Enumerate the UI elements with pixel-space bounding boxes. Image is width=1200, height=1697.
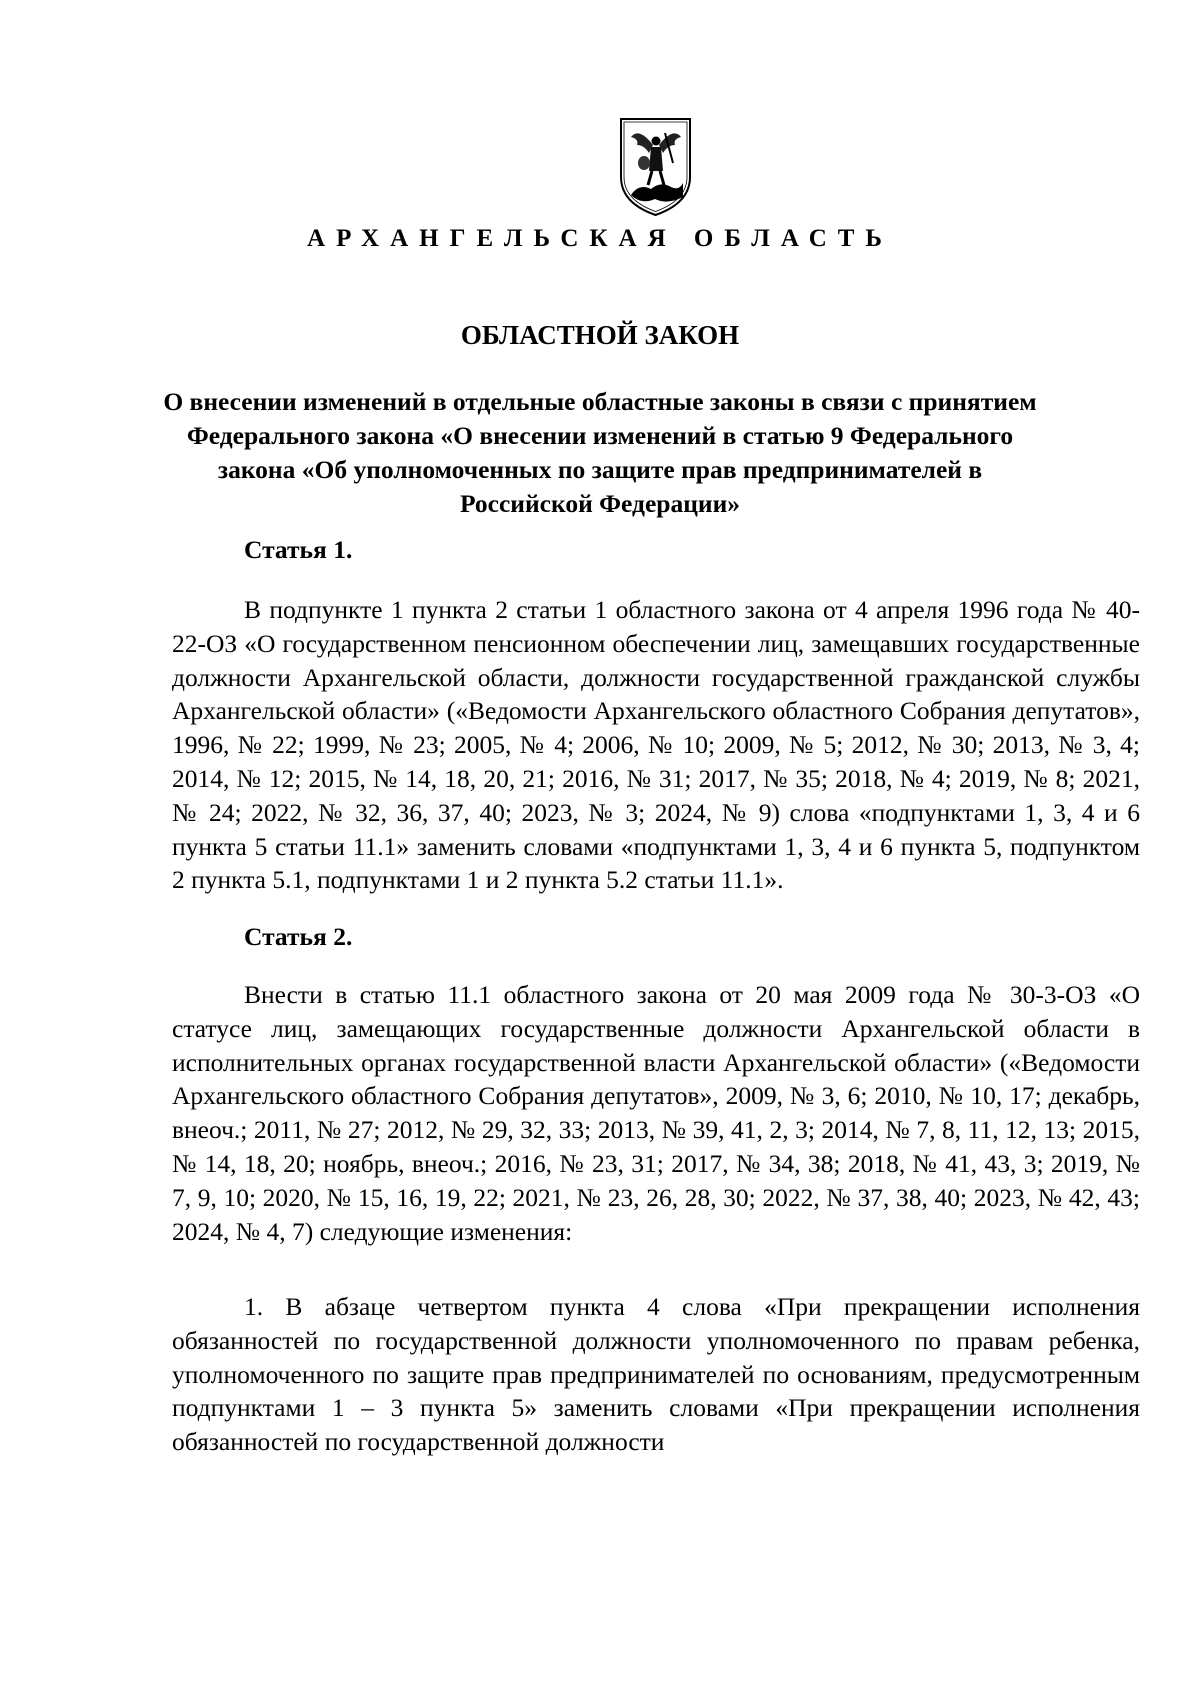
- article-2-item-1: 1. В абзаце четвертом пункта 4 слова «При прекращении исполнения обязанностей по государственной должности уполномоченного по правам ребенка, уполномоченного по защите прав предпринимателей по основаниям, предусмотренным подпунктами 1 – 3 пункта 5» заменить словами «При прекращении исполнения обязанностей по государственной должности: [172, 1292, 1140, 1457]
- law-title: О внесении изменений в отдельные областные законы в связи с принятием Федерального закона «О внесении изменений в статью 9 Федерального закона «Об уполномоченных по защите прав предпринимателей в Российской Федерации»: [163, 387, 1037, 518]
- article-2-heading: Статья 2.: [244, 922, 353, 951]
- coat-of-arms-icon: [617, 115, 694, 218]
- article-1-paragraph: В подпункте 1 пункта 2 статьи 1 областного закона от 4 апреля 1996 года № 40-22-ОЗ «О государственном пенсионном обеспечении лиц, замещавших государственные должности Архангельской области, должности государственной гражданской службы Архангельской области» («Ведомости Архангельского областного Собрания депутатов», 1996, № 22; 1999, № 23; 2005, № 4; 2006, № 10; 2009, № 5; 2012, № 30; 2013, № 3, 4; 2014, № 12; 2015, № 14, 18, 20, 21; 2016, № 31; 2017, № 35; 2018, № 4; 2019, № 8; 2021, № 24; 2022, № 32, 36, 37, 40; 2023, № 3; 2024, № 9) слова «подпунктами 1, 3, 4 и 6 пункта 5 статьи 11.1» заменить словами «подпунктами 1, 3, 4 и 6 пункта 5, подпунктом 2 пункта 5.1, подпунктами 1 и 2 пункта 5.2 статьи 11.1».: [172, 595, 1140, 895]
- article-1-heading: Статья 1.: [244, 535, 353, 564]
- region-title: АРХАНГЕЛЬСКАЯ ОБЛАСТЬ: [307, 225, 893, 252]
- article-2-paragraph-intro: Внести в статью 11.1 областного закона от 20 мая 2009 года № 30-3-ОЗ «О статусе лиц, замещающих государственные должности Архангельской области в исполнительных органах государственной власти Архангельской области» («Ведомости Архангельского областного Собрания депутатов», 2009, № 3, 6; 2010, № 10, 17; декабрь, внеоч.; 2011, № 27; 2012, № 29, 32, 33; 2013, № 39, 41, 2, 3; 2014, № 7, 8, 11, 12, 13; 2015, № 14, 18, 20; ноябрь, внеоч.; 2016, № 23, 31; 2017, № 34, 38; 2018, № 41, 43, 3; 2019, № 7, 9, 10; 2020, № 15, 16, 19, 22; 2021, № 23, 26, 28, 30; 2022, № 37, 38, 40; 2023, № 42, 43; 2024, № 4, 7) следующие изменения:: [172, 980, 1140, 1246]
- document-type: ОБЛАСТНОЙ ЗАКОН: [460, 320, 740, 350]
